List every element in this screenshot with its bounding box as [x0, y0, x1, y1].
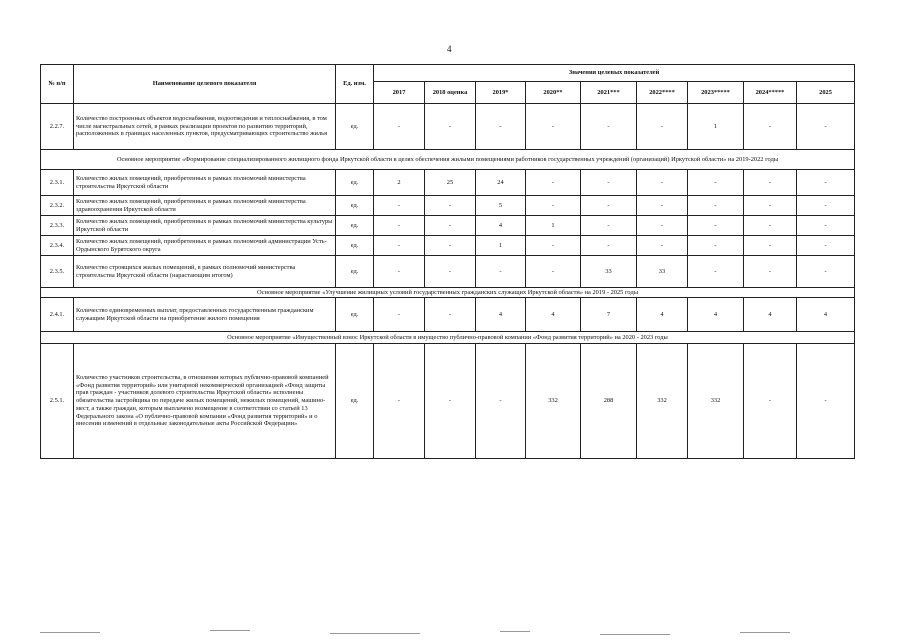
indicator-value: -	[581, 170, 637, 196]
indicator-value: -	[425, 196, 476, 216]
indicator-value: -	[797, 344, 855, 459]
table-row	[41, 216, 855, 236]
header-unit: Ед. изм.	[336, 65, 374, 104]
indicator-value: -	[374, 196, 425, 216]
indicator-value: -	[581, 216, 637, 236]
indicator-value: 332	[688, 344, 744, 459]
header-year: 2021***	[581, 82, 637, 104]
indicator-value: -	[476, 256, 526, 288]
indicator-value: -	[526, 196, 581, 216]
indicator-value: -	[637, 196, 688, 216]
indicator-value: 2	[374, 170, 425, 196]
indicator-value: -	[797, 104, 855, 150]
indicator-value: -	[581, 104, 637, 150]
indicator-value: -	[526, 104, 581, 150]
indicator-unit: ед.	[336, 344, 374, 459]
indicator-value: -	[744, 170, 797, 196]
indicator-name: Количество участников строительства, в отношении которых публично-правовой компанией «Фонд развития территорий» или унитарной некоммерческой организацией «Фонд защиты прав граждан - участников долевого строительства Иркутской области» исполнены обязательства застройщика по передаче жилых помещений, нежилых помещений, машино-мест, а также граждан, которым выплачено возмещение в соответствии со статьей 13 Федерального закона «О публично-правовой компании «Фонд развития территорий» и о внесении изменений в отдельные законодательные акты Российской Федерации»	[74, 344, 336, 459]
indicator-value: 288	[581, 344, 637, 459]
indicator-value: -	[581, 196, 637, 216]
indicator-unit: ед.	[336, 170, 374, 196]
target-indicators-table	[40, 64, 855, 459]
indicator-value: -	[744, 344, 797, 459]
indicator-value: -	[425, 256, 476, 288]
table-row	[41, 104, 855, 150]
table-row	[41, 170, 855, 196]
indicator-value: 5	[476, 196, 526, 216]
indicator-unit: ед.	[336, 196, 374, 216]
indicator-value: -	[374, 256, 425, 288]
header-year: 2018 оценка	[425, 82, 476, 104]
indicator-unit: ед.	[336, 298, 374, 332]
section-row	[41, 288, 855, 298]
indicator-value: -	[526, 256, 581, 288]
indicator-value: -	[476, 104, 526, 150]
indicator-value: -	[425, 216, 476, 236]
indicator-value: -	[637, 216, 688, 236]
indicator-value: 332	[637, 344, 688, 459]
indicator-value: 33	[637, 256, 688, 288]
indicator-value: -	[688, 236, 744, 256]
row-number: 2.3.5.	[41, 256, 74, 288]
indicator-value: 4	[744, 298, 797, 332]
header-year: 2017	[374, 82, 425, 104]
table-row	[41, 256, 855, 288]
indicator-value: -	[688, 170, 744, 196]
indicator-value: -	[744, 216, 797, 236]
indicator-value: -	[688, 196, 744, 216]
indicator-value: 4	[688, 298, 744, 332]
section-title: Основное мероприятие «Формирование специализированного жилищного фонда Иркутской области в целях обеспечения жилыми помещениями работников государственных учреждений (организаций) Иркутской области» на 2019-2022 годы	[41, 150, 855, 170]
indicator-unit: ед.	[336, 256, 374, 288]
row-number: 2.3.1.	[41, 170, 74, 196]
header-name: Наименование целевого показателя	[74, 65, 336, 104]
table-row	[41, 236, 855, 256]
header-year: 2024*****	[744, 82, 797, 104]
indicator-value: 1	[476, 236, 526, 256]
header-year: 2020**	[526, 82, 581, 104]
header-year: 2023*****	[688, 82, 744, 104]
row-number: 2.5.1.	[41, 344, 74, 459]
indicator-value: -	[374, 344, 425, 459]
indicator-unit: ед.	[336, 236, 374, 256]
indicator-value: -	[744, 196, 797, 216]
row-number: 2.2.7.	[41, 104, 74, 150]
indicator-unit: ед.	[336, 104, 374, 150]
indicator-value: -	[374, 216, 425, 236]
row-number: 2.3.3.	[41, 216, 74, 236]
indicator-name: Количество строящихся жилых помещений, в рамках полномочий министерства строительства Иркутской области (нарастающим итогом)	[74, 256, 336, 288]
indicator-name: Количество единовременных выплат, предоставленных государственным гражданским служащим Иркутской области на приобретение жилого помещения	[74, 298, 336, 332]
indicator-value: -	[797, 236, 855, 256]
section-row	[41, 332, 855, 344]
row-number: 2.4.1.	[41, 298, 74, 332]
indicator-value: -	[688, 256, 744, 288]
indicator-value: -	[374, 104, 425, 150]
table-row	[41, 344, 855, 459]
indicator-value: 332	[526, 344, 581, 459]
indicator-value: -	[637, 170, 688, 196]
indicator-value: 4	[797, 298, 855, 332]
indicator-value: -	[374, 298, 425, 332]
header-num: № п/п	[41, 65, 74, 104]
table-row	[41, 298, 855, 332]
indicator-value: -	[797, 170, 855, 196]
table-row	[41, 196, 855, 216]
header-values-group: Значения целевых показателей	[374, 65, 855, 82]
indicator-name: Количество жилых помещений, приобретенных в рамках полномочий администрации Усть-Ордынского Бурятского округа	[74, 236, 336, 256]
indicator-value: -	[476, 344, 526, 459]
indicator-value: -	[425, 104, 476, 150]
indicator-value: 33	[581, 256, 637, 288]
indicator-value: -	[797, 216, 855, 236]
indicator-value: 4	[637, 298, 688, 332]
indicator-value: -	[637, 104, 688, 150]
indicator-value: -	[526, 236, 581, 256]
indicator-value: -	[797, 196, 855, 216]
indicator-value: 1	[526, 216, 581, 236]
indicator-value: 1	[688, 104, 744, 150]
indicator-name: Количество построенных объектов водоснабжения, водоотведения и теплоснабжения, в том числе магистральных сетей, в рамках реализации проектов по развитию территорий, расположенных в границах населенных пунктов, предусматривающих строительство жилья	[74, 104, 336, 150]
row-number: 2.3.4.	[41, 236, 74, 256]
indicator-name: Количество жилых помещений, приобретенных в рамках полномочий министерства строительства Иркутской области	[74, 170, 336, 196]
indicator-unit: ед.	[336, 216, 374, 236]
header-year: 2025	[797, 82, 855, 104]
indicator-value: -	[797, 256, 855, 288]
indicator-value: -	[581, 236, 637, 256]
indicator-value: 7	[581, 298, 637, 332]
indicator-value: -	[374, 236, 425, 256]
scan-artifacts	[0, 626, 905, 640]
indicator-value: -	[744, 104, 797, 150]
indicator-value: 24	[476, 170, 526, 196]
header-year: 2022****	[637, 82, 688, 104]
indicator-value: -	[526, 170, 581, 196]
row-number: 2.3.2.	[41, 196, 74, 216]
indicator-value: 4	[476, 216, 526, 236]
indicator-value: 25	[425, 170, 476, 196]
section-row	[41, 150, 855, 170]
indicator-value: -	[744, 256, 797, 288]
header-year: 2019*	[476, 82, 526, 104]
indicator-value: -	[425, 344, 476, 459]
indicator-value: -	[637, 236, 688, 256]
section-title: Основное мероприятие «Имущественный взнос Иркутской области в имущество публично-правовой компании «Фонд развития территорий» на 2020 - 2023 годы	[41, 332, 855, 344]
indicator-value: 4	[526, 298, 581, 332]
indicator-value: -	[425, 236, 476, 256]
indicator-value: -	[688, 216, 744, 236]
indicator-value: -	[425, 298, 476, 332]
page-number: 4	[447, 44, 452, 54]
section-title: Основное мероприятие «Улучшение жилищных условий государственных гражданских служащих Иркутской области» на 2019 - 2025 годы	[41, 288, 855, 298]
indicator-value: 4	[476, 298, 526, 332]
indicator-name: Количество жилых помещений, приобретенных в рамках полномочий министерства культуры Иркутской области	[74, 216, 336, 236]
indicator-value: -	[744, 236, 797, 256]
indicator-name: Количество жилых помещений, приобретенных в рамках полномочий министерства здравоохранения Иркутской области	[74, 196, 336, 216]
